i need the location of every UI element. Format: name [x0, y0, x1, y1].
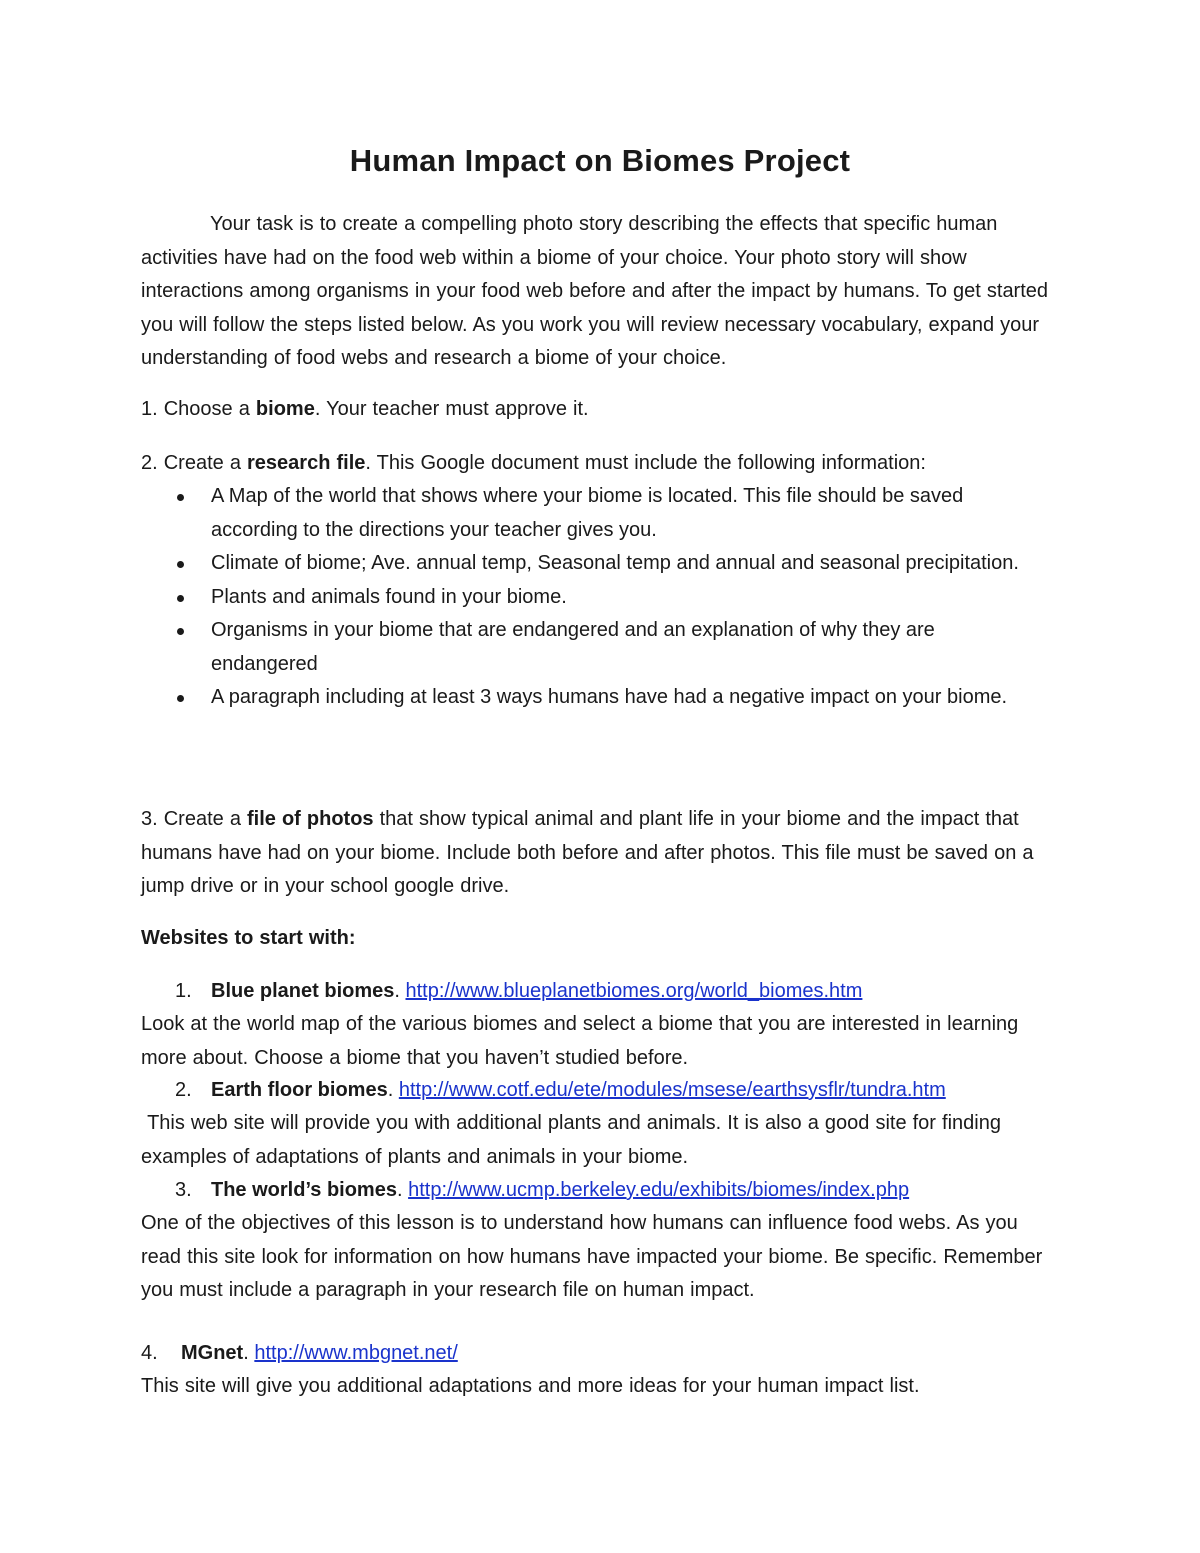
website-separator: .: [387, 1079, 399, 1101]
bullet-icon: [177, 695, 184, 702]
bullet-icon: [177, 628, 184, 635]
website-link-earth-floor[interactable]: http://www.cotf.edu/ete/modules/msese/earthsysflr/tundra.htm: [398, 1079, 946, 1101]
websites-heading: Websites to start with:: [141, 927, 356, 949]
research-file-bullet-list: [141, 480, 1061, 715]
website-description-4: This site will give you additional adaptations and more ideas for your human impact list.: [141, 1375, 920, 1397]
list-item: [141, 681, 1061, 715]
bullet-text: A paragraph including at least 3 ways humans have had a negative impact on your biome.: [211, 686, 1008, 708]
bullet-text: Climate of biome; Ave. annual temp, Seasonal temp and annual and seasonal precipitation.: [211, 552, 1019, 574]
website-number: 1.: [175, 980, 192, 1002]
step-3-bold: file of photos: [247, 808, 374, 830]
website-separator: .: [394, 980, 406, 1002]
website-number: 2.: [175, 1079, 192, 1101]
website-name: MGnet: [181, 1342, 244, 1364]
website-separator: .: [243, 1342, 255, 1364]
website-description-1: Look at the world map of the various biomes and select a biome that you are interested in learning more about. Choose a biome that you haven’t studied before.: [141, 1013, 1019, 1069]
website-name: Blue planet biomes: [211, 980, 395, 1002]
list-item: [141, 547, 1061, 581]
intro-paragraph: Your task is to create a compelling photo story describing the effects that specific human activities have had on the food web within a biome of your choice. Your photo story will show interactions among organisms in your food web before and after the impact by humans. To get started you will follow the steps listed below. As you work you will review necessary vocabulary, expand your understanding of food webs and research a biome of your choice.: [141, 213, 1049, 369]
website-description-3: One of the objectives of this lesson is to understand how humans can influence food webs. As you read this site look for information on how humans have impacted your biome. Be specific. Remember you must include a paragraph in your research file on human impact.: [141, 1212, 1043, 1301]
step-2-suffix: . This Google document must include the following information:: [365, 452, 926, 474]
step-2-bold: research file: [247, 452, 366, 474]
website-entry-1: [141, 975, 1061, 1009]
website-link-blue-planet[interactable]: http://www.blueplanetbiomes.org/world_biomes.htm: [405, 980, 863, 1002]
website-entry-2: [141, 1074, 1061, 1108]
step-1-suffix: . Your teacher must approve it.: [314, 398, 589, 420]
website-description-2: This web site will provide you with additional plants and animals. It is also a good site for finding examples of adaptations of plants and animals in your biome.: [141, 1112, 1008, 1168]
list-item: [141, 480, 1061, 547]
step-1: [141, 393, 1061, 427]
website-number: 3.: [175, 1179, 192, 1201]
website-link-mgnet[interactable]: http://www.mbgnet.net/: [254, 1342, 458, 1364]
bullet-text: Organisms in your biome that are endangered and an explanation of why they are endangered: [211, 619, 935, 675]
step-3-suffix: that show typical animal and plant life in your biome and the impact that humans have had on your biome. Include both before and after photos. This file must be saved on a jump drive or in your school google drive.: [141, 808, 1034, 897]
website-name: Earth floor biomes: [211, 1079, 388, 1101]
bullet-text: Plants and animals found in your biome.: [211, 585, 567, 608]
website-number: 4.: [141, 1342, 158, 1364]
page-title: Human Impact on Biomes Project: [349, 143, 851, 178]
bullet-icon: [177, 595, 184, 602]
step-2: [141, 447, 1061, 481]
step-1-prefix: 1. Choose a: [141, 398, 256, 420]
step-1-bold: biome: [255, 398, 315, 420]
website-name: The world’s biomes: [211, 1179, 397, 1201]
website-entry-4: [141, 1337, 1061, 1371]
website-entry-3: [141, 1174, 1061, 1208]
bullet-text: A Map of the world that shows where your biome is located. This file should be saved according to the directions your teacher gives you.: [211, 485, 964, 541]
list-item: [141, 614, 1061, 681]
website-separator: .: [396, 1179, 409, 1201]
step-3: [141, 803, 1061, 904]
list-item: [141, 581, 1061, 615]
bullet-icon: [177, 561, 184, 568]
website-link-worlds-biomes[interactable]: http://www.ucmp.berkeley.edu/exhibits/biomes/index.php: [408, 1179, 910, 1201]
step-3-prefix: 3. Create a: [141, 808, 248, 830]
bullet-icon: [177, 494, 184, 501]
step-2-prefix: 2. Create a: [141, 452, 248, 474]
